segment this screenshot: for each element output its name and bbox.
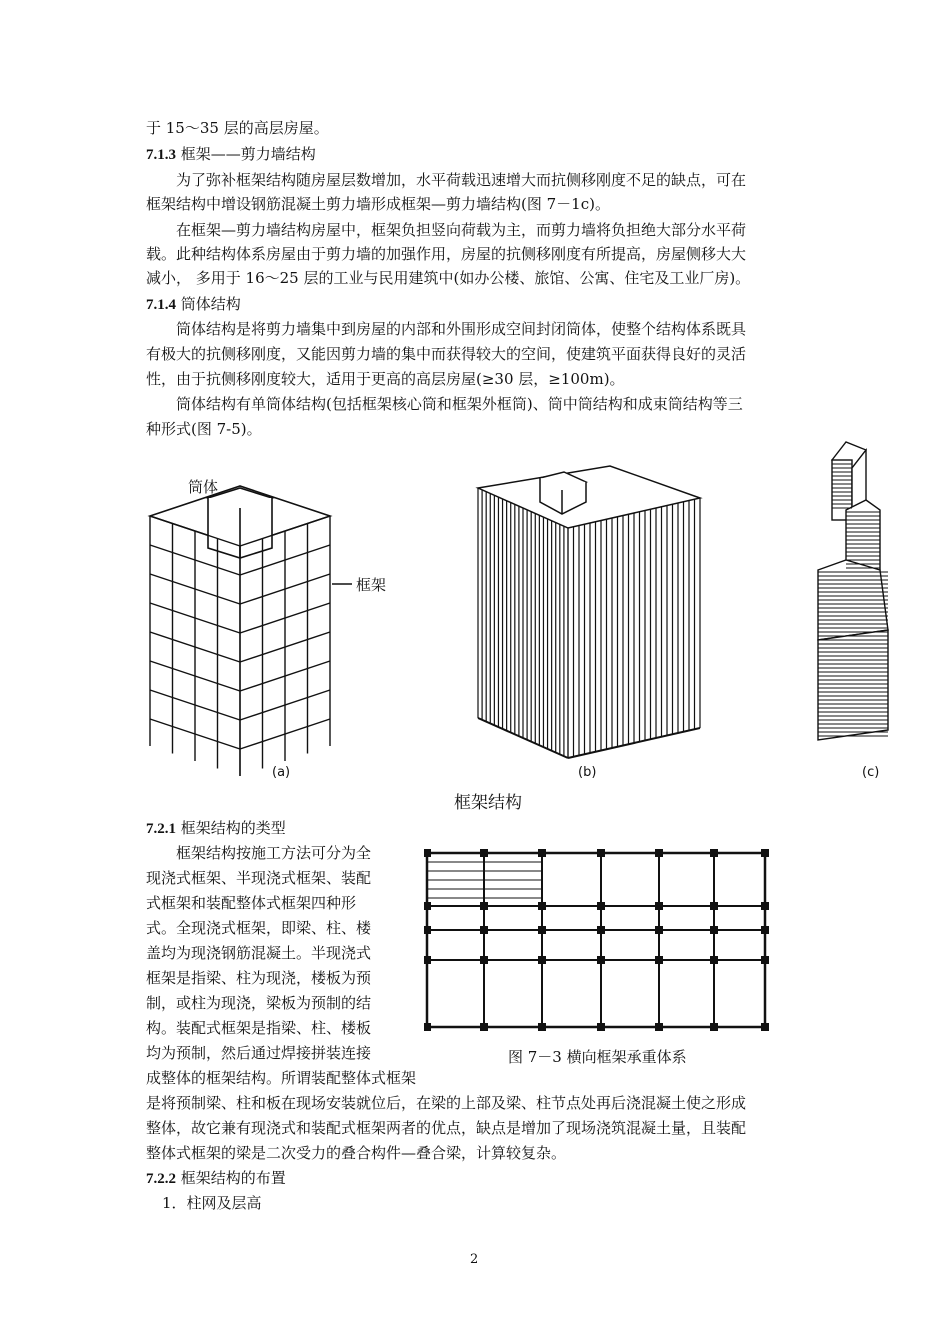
text-line: 成整体的框架结构。所谓装配整体式框架 — [146, 1069, 417, 1087]
section-heading-7-2-2 — [146, 1168, 286, 1189]
text-line: 框架结构按施工方法可分为全 — [176, 844, 372, 862]
text-line: 框架结构中增设钢筋混凝土剪力墙形成框架—剪力墙结构(图 7－1c)。 — [146, 195, 610, 213]
text-line: 式。全现浇式框架，即梁、柱、楼 — [146, 919, 372, 937]
text-line: 现浇式框架、半现浇式框架、装配 — [146, 869, 372, 887]
text-line: 均为预制，然后通过焊接拼装连接 — [146, 1044, 372, 1062]
label-frame: 框架 — [356, 576, 387, 594]
floor-plan-caption: 图 7－3 横向框架承重体系 — [508, 1048, 687, 1066]
section-title: 框架结构的类型 — [176, 819, 286, 837]
section-heading-7-2-1 — [146, 818, 286, 839]
text-line: 有极大的抗侧移刚度，又能因剪力墙的集中而获得较大的空间，使建筑平面获得良好的灵活 — [146, 345, 747, 363]
floor-plan-figure — [424, 848, 770, 1032]
label-tube: 筒体 — [188, 478, 219, 496]
text-line: 制，或柱为现浇，梁板为预制的结 — [146, 994, 372, 1012]
text-line: 载。此种结构体系房屋由于剪力墙的加强作用，房屋的抗侧移刚度有所提高，房屋侧移大大 — [146, 245, 747, 263]
section-number: 7.2.2 — [146, 1171, 176, 1187]
section-number: 7.2.1 — [146, 821, 176, 837]
section-title: 框架——剪力墙结构 — [176, 145, 316, 163]
text-line: 种形式(图 7-5)。 — [146, 420, 262, 438]
structure-figure — [140, 440, 940, 780]
text-line: 在框架—剪力墙结构房屋中，框架负担竖向荷载为主，而剪力墙将负担绝大部分水平荷 — [176, 221, 747, 239]
text-line: 性，由于抗侧移刚度较大，适用于更高的高层房屋(≥30 层，≥100m)。 — [146, 370, 625, 388]
section-number: 7.1.4 — [146, 297, 176, 313]
list-item: 1．柱网及层高 — [162, 1194, 262, 1212]
section-title: 筒体结构 — [176, 295, 241, 313]
section-heading-7-1-4 — [146, 294, 241, 315]
subfigure-label-c: (c) — [862, 765, 880, 780]
text-line: 式框架和装配整体式框架四种形 — [146, 894, 357, 912]
text-line: 于 15～35 层的高层房屋。 — [146, 119, 329, 137]
section-heading-7-1-3 — [146, 144, 316, 165]
text-line: 为了弥补框架结构随房屋层数增加，水平荷载迅速增大而抗侧移刚度不足的缺点，可在 — [176, 171, 747, 189]
figure-caption: 框架结构 — [454, 793, 522, 813]
text-line: 框架是指梁、柱为现浇，楼板为预 — [146, 969, 372, 987]
section-number: 7.1.3 — [146, 147, 176, 163]
text-line: 盖均为现浇钢筋混凝土。半现浇式 — [146, 944, 372, 962]
text-line: 整体式框架的梁是二次受力的叠合构件—叠合梁，计算较复杂。 — [146, 1144, 567, 1162]
page-number: 2 — [470, 1252, 479, 1267]
text-line: 是将预制梁、柱和板在现场安装就位后，在梁的上部及梁、柱节点处再后浇混凝土使之形成 — [146, 1094, 747, 1112]
subfigure-label-a: (a) — [272, 765, 291, 780]
text-line: 筒体结构是将剪力墙集中到房屋的内部和外围形成空间封闭筒体，使整个结构体系既具 — [176, 320, 747, 338]
text-line: 筒体结构有单筒体结构(包括框架核心筒和框架外框筒)、筒中筒结构和成束筒结构等三 — [176, 395, 743, 413]
subfigure-label-b: (b) — [578, 765, 597, 780]
text-line: 整体，故它兼有现浇式和装配式框架两者的优点，缺点是增加了现场浇筑混凝土量，且装配 — [146, 1119, 747, 1137]
section-title: 框架结构的布置 — [176, 1169, 286, 1187]
text-line: 减小， 多用于 16～25 层的工业与民用建筑中(如办公楼、旅馆、公寓、住宅及工业厂房)。 — [146, 269, 751, 287]
text-line: 构。装配式框架是指梁、柱、楼板 — [146, 1019, 372, 1037]
bundled-tube-drawing — [818, 442, 888, 740]
